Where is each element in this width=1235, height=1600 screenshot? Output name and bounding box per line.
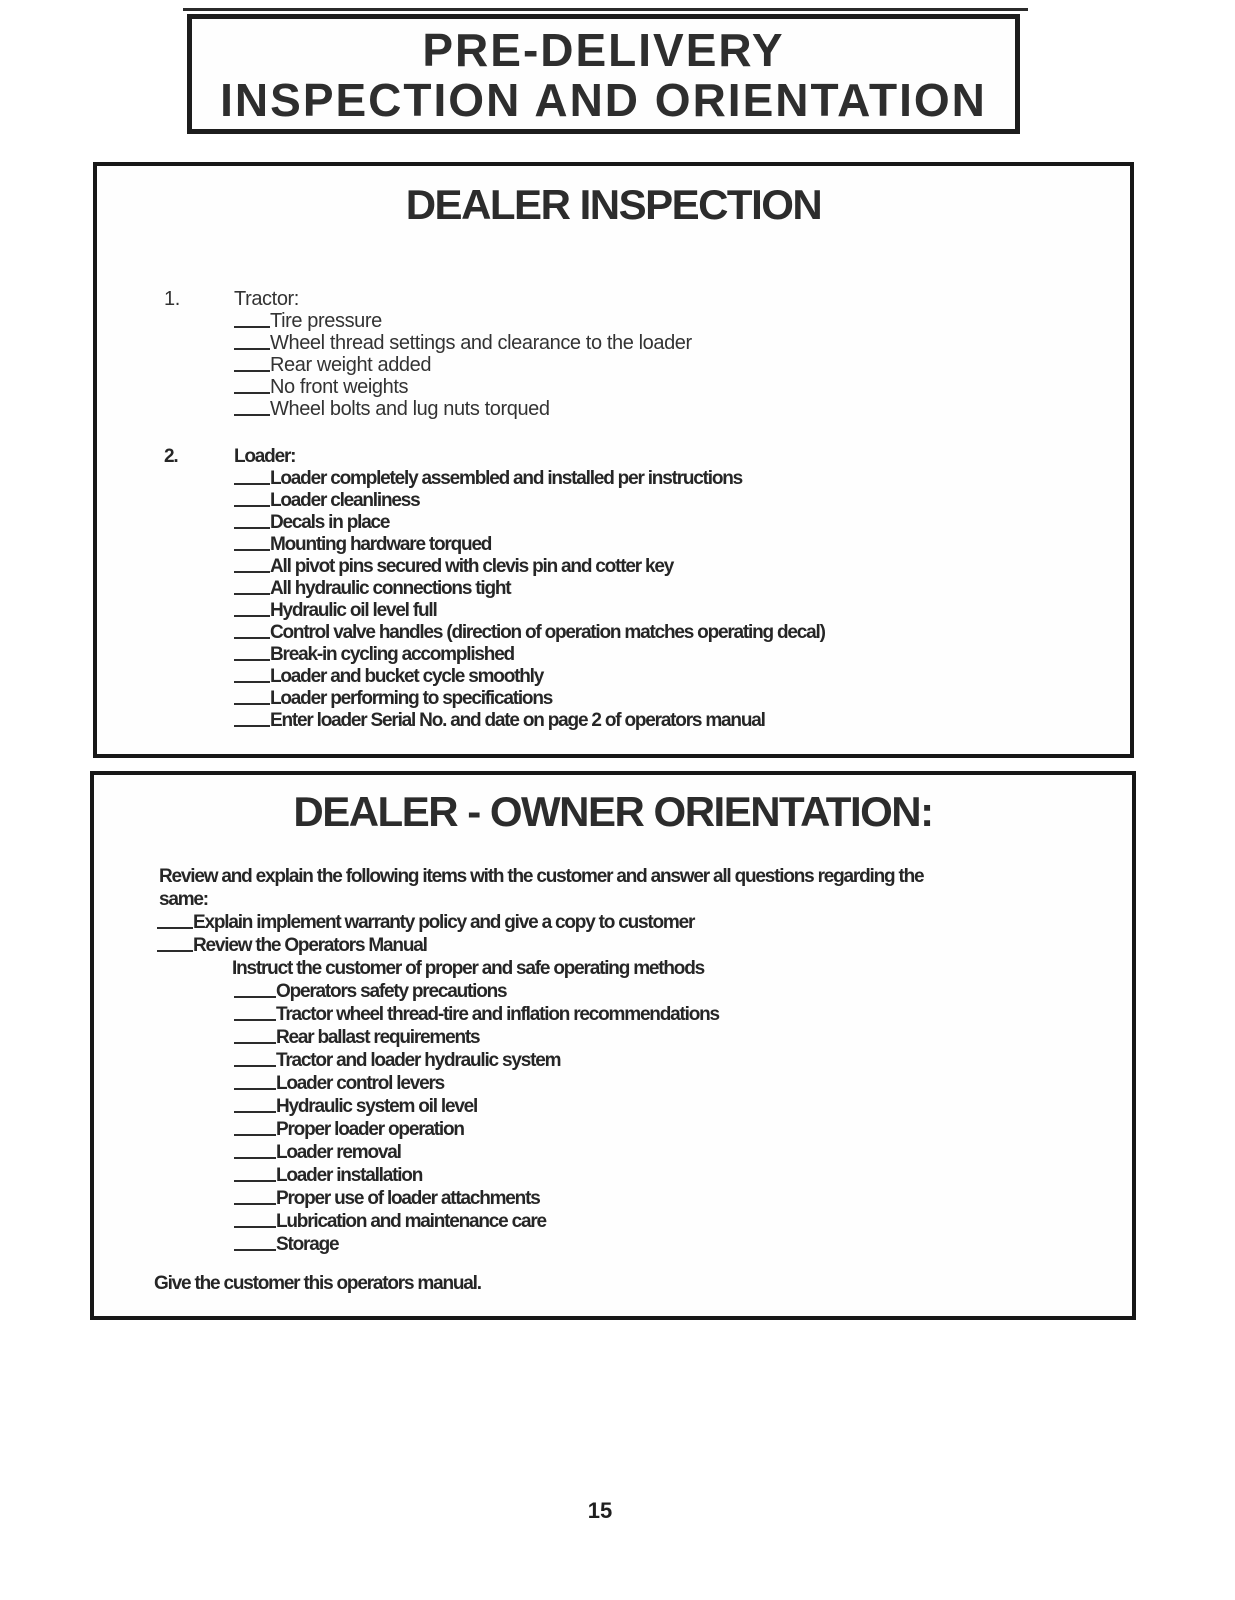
group-number: 1.: [164, 288, 180, 310]
fill-in-blank-line: [234, 1031, 276, 1044]
checklist-item: [94, 1072, 1132, 1095]
checklist-item: [94, 1049, 1132, 1072]
checklist-item-label: Proper use of loader attachments: [276, 1188, 540, 1209]
fill-in-blank-line: [234, 692, 270, 705]
fill-in-blank-line: [234, 1238, 276, 1251]
checklist-item: [94, 1233, 1132, 1256]
checklist-item: [97, 310, 1130, 332]
fill-in-blank-line: [234, 626, 270, 639]
checklist-item-label: Mounting hardware torqued: [270, 534, 492, 555]
checklist-item: [97, 490, 1130, 512]
checklist-item-label: Rear weight added: [270, 354, 432, 376]
fill-in-blank-line: [234, 1215, 276, 1228]
page-title-line-1: PRE-DELIVERY: [422, 24, 785, 76]
fill-in-blank-line: [234, 315, 270, 328]
checklist-item: [94, 1095, 1132, 1118]
checklist-item: [97, 710, 1130, 732]
fill-in-blank-line: [234, 560, 270, 573]
orientation-footer-note: Give the customer this operators manual.: [154, 1273, 481, 1294]
checklist-item: [97, 512, 1130, 534]
checklist-item: [97, 578, 1130, 600]
checklist-item-label: Enter loader Serial No. and date on page 2 of operators manual: [270, 710, 765, 731]
checklist-item-label: Hydraulic oil level full: [270, 600, 437, 621]
fill-in-blank-line: [157, 916, 193, 929]
checklist-item: [94, 1210, 1132, 1233]
tractor-group: [97, 288, 1130, 420]
fill-in-blank-line: [234, 1077, 276, 1090]
checklist-item: [97, 468, 1130, 490]
checklist-item-label: Loader and bucket cycle smoothly: [270, 666, 544, 687]
checklist-item-label: Break-in cycling accomplished: [270, 644, 514, 665]
checklist-item-label: Loader completely assembled and installed per instructions: [270, 468, 743, 489]
fill-in-blank-line: [234, 1054, 276, 1067]
checklist-item-label: Loader removal: [276, 1142, 401, 1163]
fill-in-blank-line: [234, 381, 270, 394]
fill-in-blank-line: [234, 1008, 276, 1021]
title-box-outer-rule: [183, 8, 1028, 11]
fill-in-blank-line: [234, 472, 270, 485]
checklist-item: [97, 644, 1130, 666]
checklist-item: [97, 376, 1130, 398]
checklist-item: [97, 556, 1130, 578]
checklist-item-label: Hydraulic system oil level: [276, 1096, 478, 1117]
dealer-inspection-section: [93, 162, 1134, 758]
checklist-item: [97, 354, 1130, 376]
checklist-item-label: Tractor and loader hydraulic system: [276, 1050, 561, 1071]
group-label: Loader:: [234, 446, 296, 467]
checklist-item: [97, 534, 1130, 556]
loader-group-head: [97, 446, 1130, 468]
checklist-item-label: Operators safety precautions: [276, 981, 507, 1002]
page-number: 15: [587, 1498, 613, 1523]
dealer-inspection-checklist: [97, 288, 1130, 732]
checklist-item-label: Control valve handles (direction of operation matches operating decal): [270, 622, 825, 643]
fill-in-blank-line: [234, 714, 270, 727]
fill-in-blank-line: [234, 985, 276, 998]
fill-in-blank-line: [234, 582, 270, 595]
loader-items: [97, 468, 1130, 732]
checklist-item: [97, 332, 1130, 354]
loader-group: [97, 446, 1130, 732]
fill-in-blank-line: [157, 939, 193, 952]
checklist-item: [97, 600, 1130, 622]
checklist-item: [94, 911, 1132, 934]
fill-in-blank-line: [234, 494, 270, 507]
checklist-item-label: Decals in place: [270, 512, 390, 533]
orientation-level1-items: [94, 911, 1132, 957]
checklist-item-label: No front weights: [270, 376, 409, 398]
checklist-item: [94, 1141, 1132, 1164]
checklist-item-label: Rear ballast requirements: [276, 1027, 480, 1048]
fill-in-blank-line: [234, 1123, 276, 1136]
group-label: Tractor:: [234, 288, 299, 310]
checklist-item: [97, 622, 1130, 644]
checklist-item-label: Storage: [276, 1234, 339, 1255]
fill-in-blank-line: [234, 538, 270, 551]
group-number: 2.: [164, 446, 178, 467]
fill-in-blank-line: [234, 604, 270, 617]
orientation-level2-items: [94, 980, 1132, 1256]
orientation-intro-line-1: Review and explain the following items with the customer and answer all questions regarding the: [159, 866, 924, 887]
checklist-item-label: Review the Operators Manual: [193, 935, 427, 956]
checklist-item: [97, 688, 1130, 710]
checklist-item: [94, 1026, 1132, 1049]
checklist-item: [94, 1187, 1132, 1210]
checklist-item-label: Loader cleanliness: [270, 490, 420, 511]
fill-in-blank-line: [234, 1169, 276, 1182]
page-title-banner: [187, 14, 1020, 134]
checklist-item-label: Tractor wheel thread-tire and inflation recommendations: [276, 1004, 719, 1025]
checklist-item-label: Loader installation: [276, 1165, 423, 1186]
fill-in-blank-line: [234, 1100, 276, 1113]
checklist-item: [97, 666, 1130, 688]
checklist-item: [94, 1164, 1132, 1187]
fill-in-blank-line: [234, 516, 270, 529]
checklist-item: [94, 1118, 1132, 1141]
fill-in-blank-line: [234, 337, 270, 350]
tractor-items: [97, 310, 1130, 420]
checklist-item: [97, 398, 1130, 420]
orientation-intro-line-2: same:: [159, 889, 208, 910]
orientation-heading: DEALER - OWNER ORIENTATION:: [293, 788, 933, 835]
checklist-item-label: Wheel thread settings and clearance to the loader: [270, 332, 692, 354]
fill-in-blank-line: [234, 403, 270, 416]
page-title-line-2: INSPECTION AND ORIENTATION: [220, 74, 987, 126]
checklist-item: [94, 1003, 1132, 1026]
checklist-item-label: Wheel bolts and lug nuts torqued: [270, 398, 550, 420]
fill-in-blank-line: [234, 670, 270, 683]
fill-in-blank-line: [234, 359, 270, 372]
checklist-item: [94, 934, 1132, 957]
dealer-owner-orientation-section: [90, 771, 1136, 1320]
checklist-item: [94, 980, 1132, 1003]
checklist-item-label: Tire pressure: [270, 310, 382, 332]
fill-in-blank-line: [234, 648, 270, 661]
checklist-item-label: Loader performing to specifications: [270, 688, 553, 709]
orientation-intro: [94, 865, 1132, 911]
checklist-item-label: All hydraulic connections tight: [270, 578, 511, 599]
fill-in-blank-line: [234, 1192, 276, 1205]
checklist-item-label: Explain implement warranty policy and give a copy to customer: [193, 912, 695, 933]
orientation-sub-label: Instruct the customer of proper and safe operating methods: [232, 958, 704, 979]
checklist-item-label: Lubrication and maintenance care: [276, 1211, 546, 1232]
orientation-content: [94, 865, 1132, 1295]
checklist-item-label: All pivot pins secured with clevis pin and cotter key: [270, 556, 674, 577]
tractor-group-head: [97, 288, 1130, 310]
dealer-inspection-heading: DEALER INSPECTION: [405, 181, 822, 228]
checklist-item-label: Proper loader operation: [276, 1119, 464, 1140]
checklist-item-label: Loader control levers: [276, 1073, 445, 1094]
fill-in-blank-line: [234, 1146, 276, 1159]
